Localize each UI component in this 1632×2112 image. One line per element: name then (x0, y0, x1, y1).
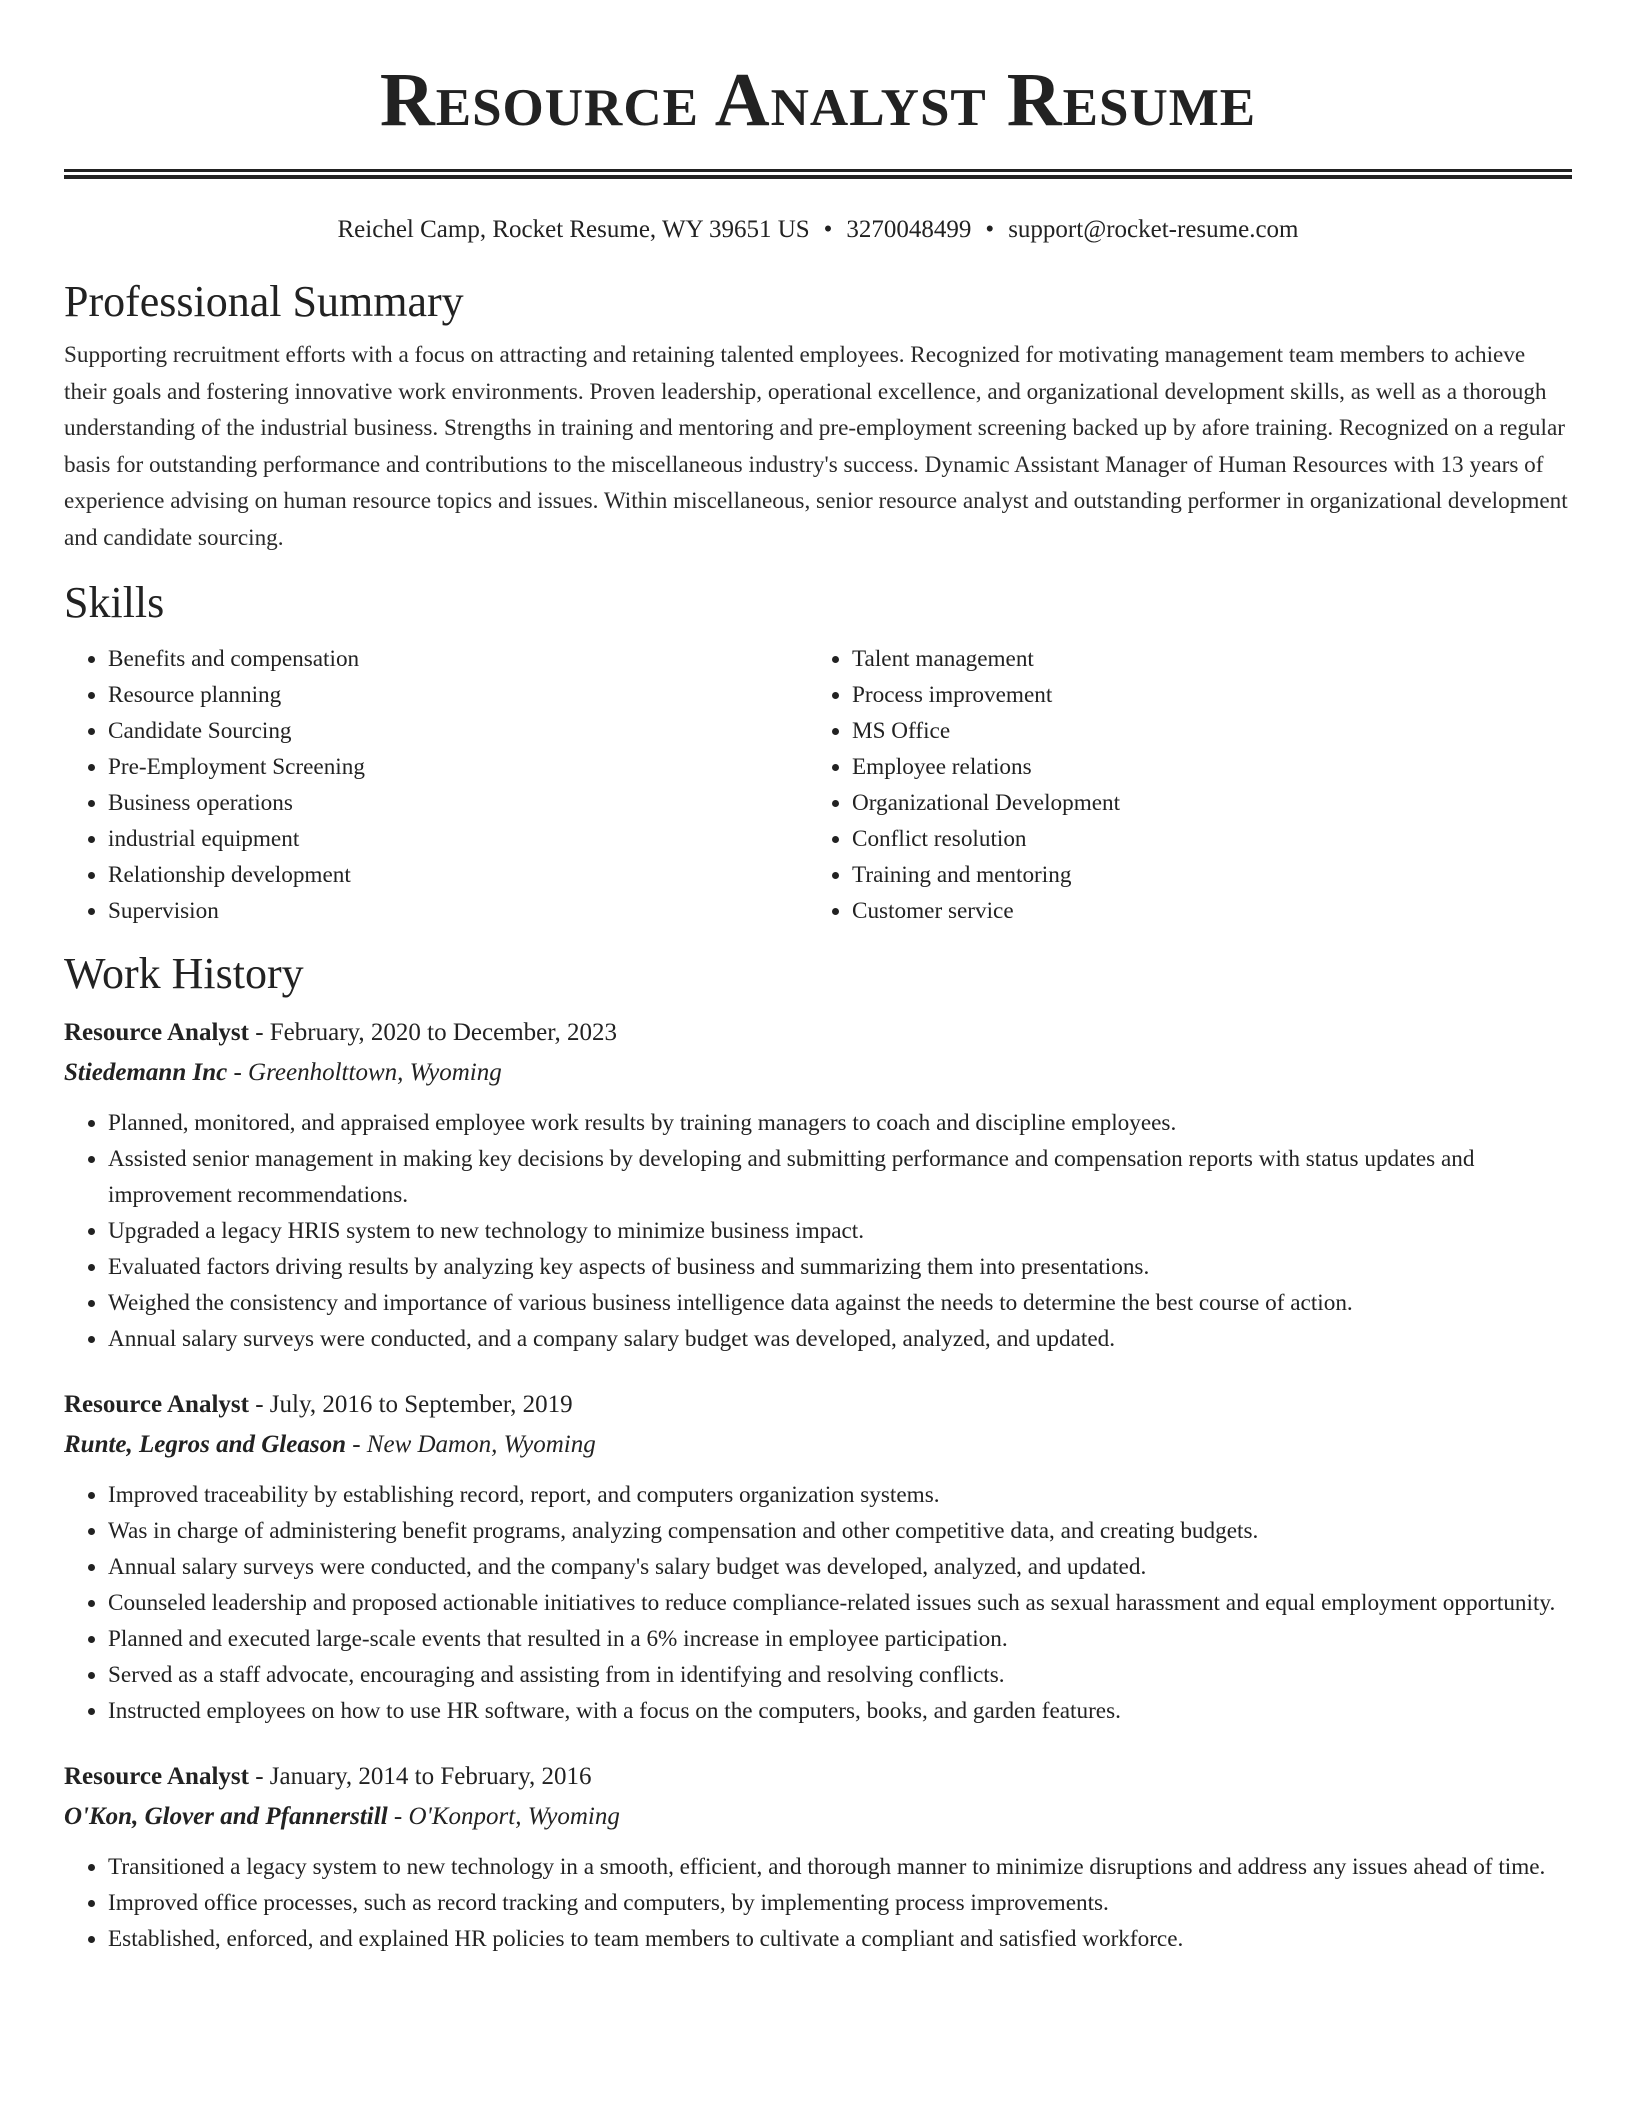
job-bullet: • Instructed employees on how to use HR software, with a focus on the computers, books, and garden features. (108, 1693, 1572, 1729)
job-bullet: • Planned, monitored, and appraised employee work results by training managers to coach and discipline employees. (108, 1105, 1572, 1141)
job-role: Resource Analyst (64, 1763, 249, 1790)
skills-heading: Skills (64, 578, 165, 627)
skill-item: • Benefits and compensation (108, 641, 808, 677)
job-bullets (64, 1849, 1572, 1957)
job-company-line (64, 1797, 1572, 1837)
job-bullet: • Established, enforced, and explained HR policies to team members to cultivate a compliant and satisfied workforce. (108, 1921, 1572, 1957)
skill-item: • Training and mentoring (852, 857, 1552, 893)
job-location: - New Damon, Wyoming (345, 1431, 596, 1458)
job-location: - O'Konport, Wyoming (387, 1803, 620, 1830)
work-history-heading: Work History (64, 949, 304, 998)
skill-item: • MS Office (852, 713, 1552, 749)
job-bullet: • Improved office processes, such as record tracking and computers, by implementing process improvements. (108, 1885, 1572, 1921)
job-title-line (64, 1013, 1572, 1053)
job-entry (64, 1757, 1572, 1957)
job-bullet: • Upgraded a legacy HRIS system to new technology to minimize business impact. (108, 1213, 1572, 1249)
job-spacer (64, 1357, 1572, 1385)
job-bullets (64, 1477, 1572, 1729)
job-bullet: • Evaluated factors driving results by analyzing key aspects of business and summarizing them into presentations. (108, 1249, 1572, 1285)
skill-item: • Resource planning (108, 677, 808, 713)
job-role: Resource Analyst (64, 1391, 249, 1418)
job-company: Runte, Legros and Gleason (64, 1431, 346, 1458)
job-bullet: • Served as a staff advocate, encouraging and assisting from in identifying and resolving conflicts. (108, 1657, 1572, 1693)
job-bullet: • Improved traceability by establishing record, report, and computers organization systems. (108, 1477, 1572, 1513)
skill-item: • Business operations (108, 785, 808, 821)
skill-item: • Candidate Sourcing (108, 713, 808, 749)
skill-item: • Employee relations (852, 749, 1552, 785)
summary-text: Supporting recruitment efforts with a focus on attracting and retaining talented employees. Recognized for motivating management team members to achieve their goals and fostering innovative work environments. Proven leadership, operational excellence, and organizational development skills, as well as a thorough understanding of the industrial business. Strengths in training and mentoring and pre-employment screening backed up by afore training. Recognized on a regular basis for outstanding performance and contributions to the miscellaneous industry's success. Dynamic Assistant Manager of Human Resources with 13 years of experience advising on human resource topics and issues. Within miscellaneous, senior resource analyst and outstanding performer in organizational development and candidate sourcing. (64, 342, 1568, 551)
resume-page (64, 0, 1572, 1957)
skill-item: • Organizational Development (852, 785, 1552, 821)
job-title-line (64, 1385, 1572, 1425)
job-bullet: • Weighed the consistency and importance of various business intelligence data against the needs to determine the best course of action. (108, 1285, 1572, 1321)
job-bullet: • Assisted senior management in making key decisions by developing and submitting performance and compensation reports with status updates and improvement recommendations. (108, 1141, 1572, 1213)
job-bullet: • Annual salary surveys were conducted, and the company's salary budget was developed, analyzed, and updated. (108, 1549, 1572, 1585)
contact-address: Reichel Camp, Rocket Resume, WY 39651 US (337, 216, 810, 243)
contact-separator: • (823, 216, 833, 243)
skill-item: • Supervision (108, 893, 808, 929)
contact-line (64, 215, 1572, 245)
contact-phone: 3270048499 (846, 216, 972, 243)
job-company-line (64, 1425, 1572, 1465)
skill-item: • Pre-Employment Screening (108, 749, 808, 785)
job-bullet: • Planned and executed large-scale events that resulted in a 6% increase in employee participation. (108, 1621, 1572, 1657)
job-entry (64, 1013, 1572, 1357)
skill-item: • Customer service (852, 893, 1552, 929)
job-dates: - July, 2016 to September, 2019 (248, 1391, 573, 1418)
job-dates: - February, 2020 to December, 2023 (248, 1019, 618, 1046)
summary-heading: Professional Summary (64, 277, 464, 326)
job-bullet: • Transitioned a legacy system to new technology in a smooth, efficient, and thorough manner to minimize disruptions and address any issues ahead of time. (108, 1849, 1572, 1885)
job-company-line (64, 1053, 1572, 1093)
job-bullet: • Counseled leadership and proposed actionable initiatives to reduce compliance-related issues such as sexual harassment and equal employment opportunity. (108, 1585, 1572, 1621)
skill-item: • Talent management (852, 641, 1552, 677)
skills-column-left (64, 641, 808, 929)
job-bullets (64, 1105, 1572, 1357)
skill-item: • Relationship development (108, 857, 808, 893)
job-bullet: • Was in charge of administering benefit programs, analyzing compensation and other competitive data, and creating budgets. (108, 1513, 1572, 1549)
job-spacer (64, 1729, 1572, 1757)
job-company: Stiedemann Inc (64, 1059, 228, 1086)
skill-item: • industrial equipment (108, 821, 808, 857)
resume-title: Resource Analyst Resume (379, 58, 1257, 142)
job-dates: - January, 2014 to February, 2016 (248, 1763, 592, 1790)
skill-item: • Conflict resolution (852, 821, 1552, 857)
job-role: Resource Analyst (64, 1019, 249, 1046)
job-entry (64, 1385, 1572, 1729)
job-title-line (64, 1757, 1572, 1797)
skills-column-right (808, 641, 1552, 929)
job-bullet: • Annual salary surveys were conducted, and a company salary budget was developed, analyzed, and updated. (108, 1321, 1572, 1357)
skills-list (64, 641, 1572, 929)
job-company: O'Kon, Glover and Pfannerstill (64, 1803, 388, 1830)
job-location: - Greenholttown, Wyoming (227, 1059, 502, 1086)
skill-item: • Process improvement (852, 677, 1552, 713)
contact-email: support@rocket-resume.com (1008, 216, 1299, 243)
title-divider (64, 169, 1572, 179)
contact-separator: • (985, 216, 995, 243)
